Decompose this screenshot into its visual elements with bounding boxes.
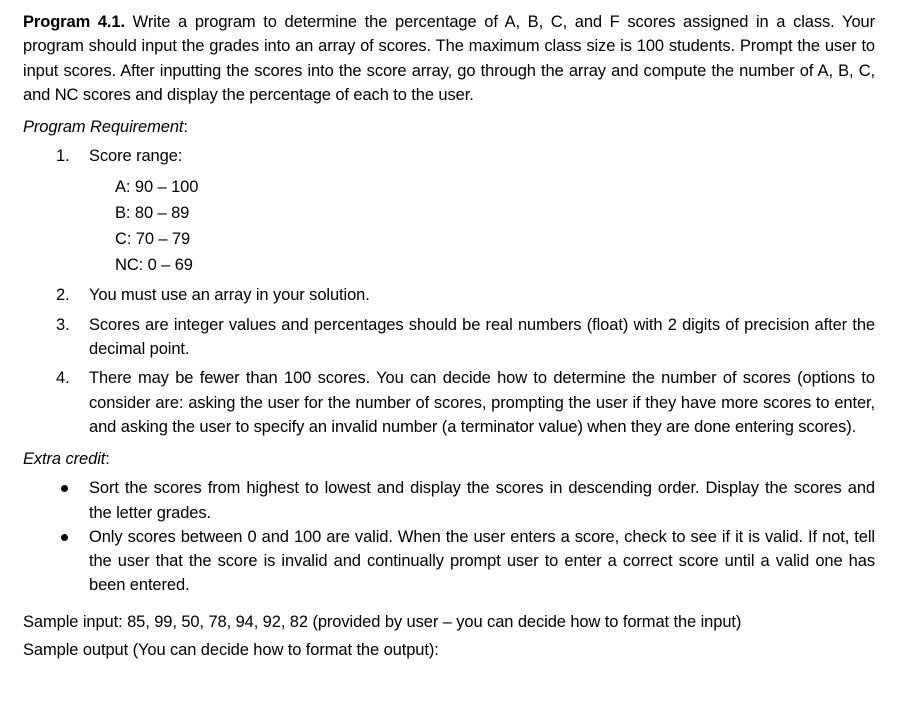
bullet-icon [61, 534, 68, 541]
requirement-number: 1. [56, 147, 70, 166]
sample-input: Sample input: 85, 99, 50, 78, 94, 92, 82 (provided by user – you can decide how to format the input) [23, 612, 742, 631]
requirements-list [23, 144, 875, 439]
requirements-heading-colon: : [183, 118, 188, 137]
requirement-text: You must use an array in your solution. [89, 286, 370, 305]
document [23, 10, 875, 664]
requirement-number: 3. [56, 315, 70, 334]
requirement-item-3 [23, 313, 875, 362]
range-nc: NC: 0 – 69 [115, 256, 193, 275]
extra-credit-text: Only scores between 0 and 100 are valid. When the user enters a score, check to see if it is valid. If not, tell the user that the score is invalid and continually prompt user to enter a correct score until a valid one has been entered. [89, 527, 875, 595]
range-a: A: 90 – 100 [115, 178, 199, 197]
score-ranges [23, 174, 875, 278]
requirement-item-4 [23, 366, 875, 439]
extra-credit-item-2 [23, 525, 875, 598]
extra-credit-heading-text: Extra credit [23, 450, 106, 469]
sample-output: Sample output (You can decide how to format the output): [23, 640, 439, 659]
requirements-heading-text: Program Requirement [23, 118, 184, 137]
extra-credit-item-1 [23, 476, 875, 525]
requirement-text: There may be fewer than 100 scores. You can decide how to determine the number of scores (options to consider are: asking the user for the number of scores, prompting the user if they have more scores to enter, and asking the user to specify an invalid number (a terminator value) when they are done entering scores). [89, 369, 875, 436]
requirement-number: 2. [56, 286, 70, 305]
requirement-text: Score range: [89, 147, 183, 166]
requirements-heading [23, 115, 875, 139]
range-b: B: 80 – 89 [115, 204, 190, 223]
bullet-icon [61, 485, 68, 492]
requirement-number: 4. [56, 369, 70, 388]
extra-credit-text: Sort the scores from highest to lowest and display the scores in descending order. Display the scores and the letter grades. [89, 479, 875, 522]
extra-credit-heading-colon: : [105, 450, 110, 469]
intro-text: Write a program to determine the percentage of A, B, C, and F scores assigned in a class. Your program should input the grades into an array of scores. The maximum class size is 100 students. Prompt the user to input scores. After inputting the scores into the score array, go through the array and compute the number of A, B, C, and NC scores and display the percentage of each to the user. [23, 13, 875, 104]
requirement-item-2 [23, 283, 875, 307]
extra-credit-heading [23, 447, 875, 471]
requirement-item-1 [23, 144, 875, 168]
range-c: C: 70 – 79 [115, 230, 191, 249]
program-title: Program 4.1. [23, 13, 125, 31]
intro-paragraph [23, 10, 875, 107]
requirement-text: Scores are integer values and percentages should be real numbers (float) with 2 digits of precision after the decimal point. [89, 315, 875, 359]
